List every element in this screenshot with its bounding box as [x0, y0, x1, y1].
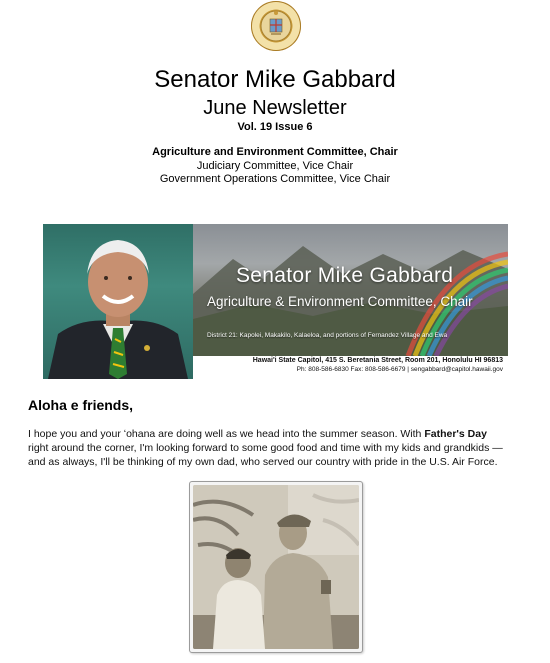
- newsletter-subtitle: June Newsletter: [203, 97, 347, 119]
- vintage-photo-illustration: [193, 485, 359, 649]
- intro-paragraph: [28, 427, 508, 469]
- intro-text: I hope you and your ʻohana are doing well as we head into the summer season. With: [28, 428, 425, 440]
- mountain-rainbow-background: [193, 224, 508, 356]
- page-title: Senator Mike Gabbard: [154, 66, 396, 93]
- banner-phone: Ph: 808-586-6830 Fax: 808-586-6679 | sengabbard@capitol.hawaii.gov: [296, 366, 503, 373]
- banner-address: Hawai'i State Capitol, 415 S. Beretania Street, Room 201, Honolulu HI 96813: [252, 357, 503, 364]
- senator-banner: [43, 224, 508, 379]
- senator-portrait: [43, 224, 193, 379]
- portrait-illustration: [43, 224, 193, 379]
- committee-item: Government Operations Committee, Vice Chair: [159, 173, 391, 185]
- vintage-photo: [193, 485, 359, 649]
- banner-name: Senator Mike Gabbard: [236, 264, 454, 287]
- father-son-photo: [189, 481, 363, 653]
- greeting: Aloha e friends,: [28, 397, 134, 413]
- fathers-day-highlight: Father's Day: [424, 428, 487, 440]
- state-seal: [251, 1, 301, 51]
- committee-item: Agriculture and Environment Committee, Chair: [152, 146, 398, 158]
- intro-text-continued: right around the corner, I'm looking forward to some good food and time with my kids and grandkids — and as always, I'll be thinking of my own dad, who served our country with pride in the U.S. Air Force.: [28, 442, 503, 468]
- banner-contact: [193, 356, 508, 379]
- banner-committee: Agriculture & Environment Committee, Chair: [207, 294, 473, 309]
- issue-label: Vol. 19 Issue 6: [237, 121, 313, 133]
- committee-list: [0, 146, 550, 187]
- seal-emblem-icon: [251, 1, 301, 51]
- committee-item: Judiciary Committee, Vice Chair: [196, 159, 354, 172]
- banner-district: District 21: Kapolei, Makakilo, Kalaeloa, and portions of Fernandez Village and Ewa: [207, 332, 448, 339]
